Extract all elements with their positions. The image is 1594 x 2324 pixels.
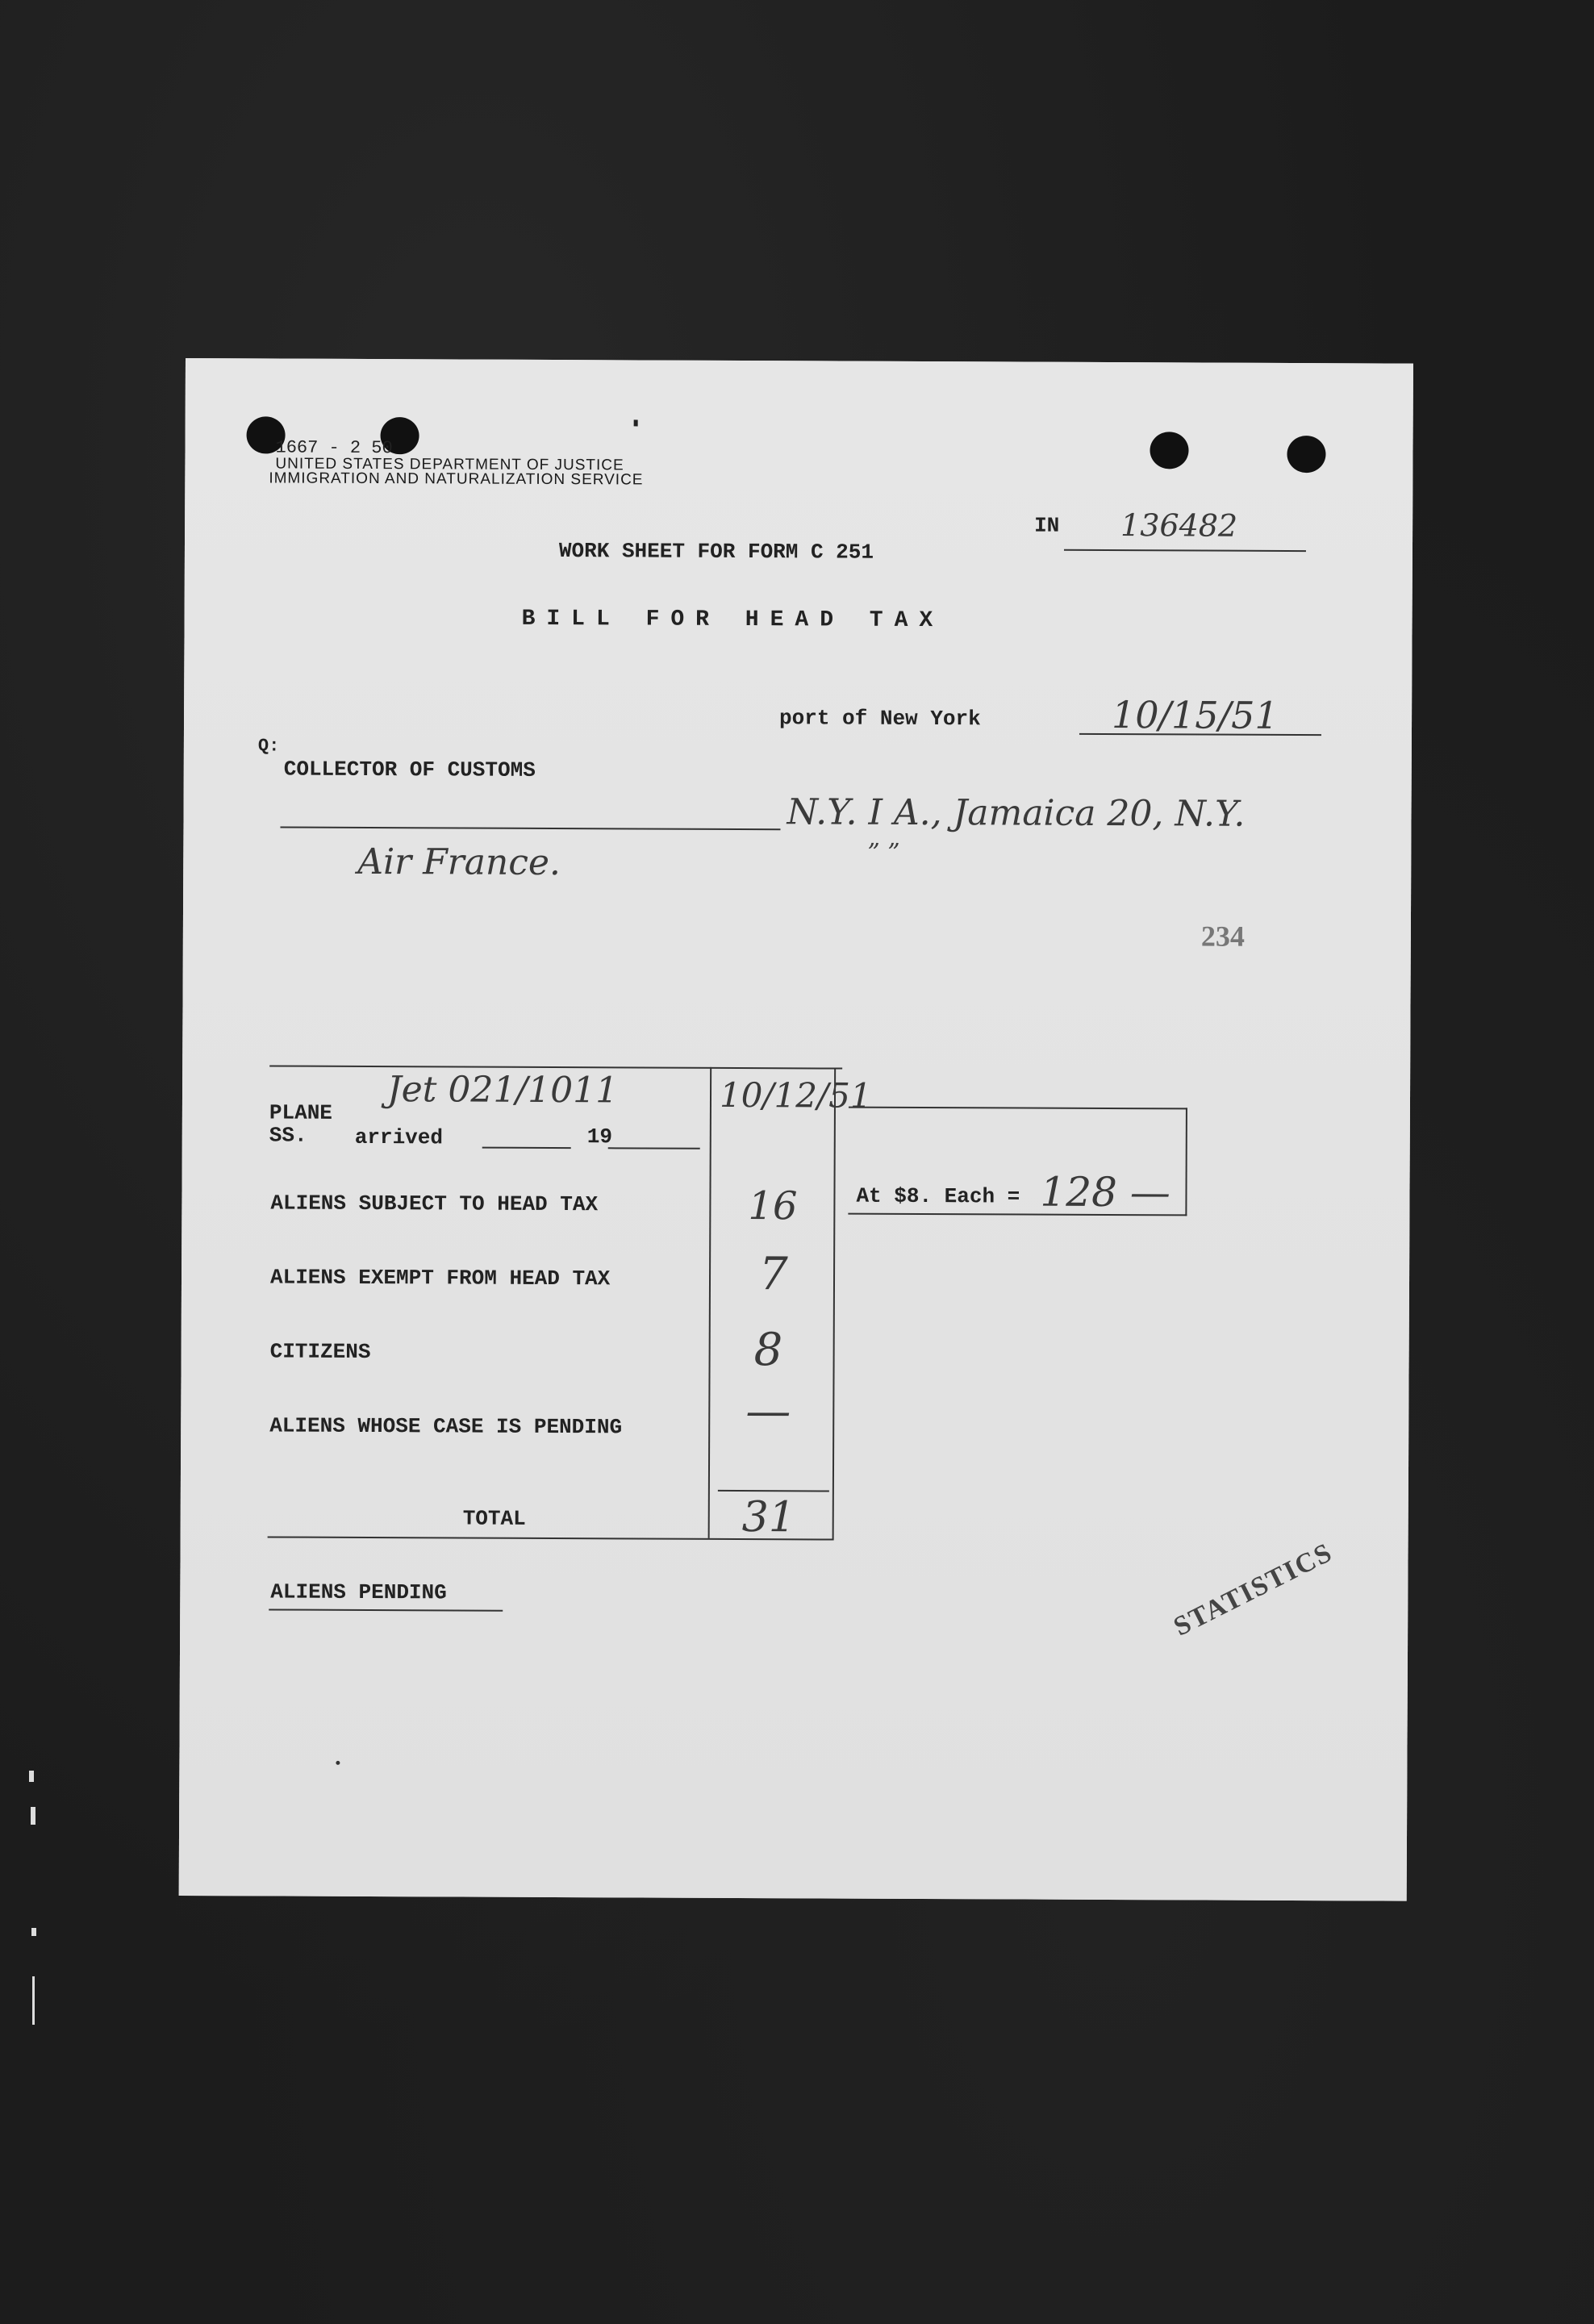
total-separator	[718, 1490, 829, 1492]
arrived-label: arrived	[354, 1124, 444, 1150]
table-divider	[708, 1067, 712, 1538]
agency-name: UNITED STATES DEPARTMENT OF JUSTICE	[275, 455, 624, 474]
row-value-subject: 16	[748, 1183, 798, 1229]
scan-edge-mark	[31, 1928, 36, 1936]
statistics-stamp: STATISTICS	[1169, 1537, 1338, 1642]
in-number-value: 136482	[1120, 507, 1238, 544]
form-code: 1667 - 2 50	[275, 437, 393, 459]
year-prefix: 19	[586, 1124, 613, 1149]
in-number-underline	[1064, 549, 1306, 552]
flight-number: Jet 021/1011	[386, 1069, 619, 1112]
worksheet-title: WORK SHEET FOR FORM C 251	[558, 539, 874, 565]
in-label: IN	[1034, 513, 1060, 538]
rate-box-top	[849, 1107, 1187, 1110]
page-number: 234	[1200, 920, 1245, 953]
aliens-pending-label: ALIENS PENDING	[270, 1579, 447, 1605]
punch-hole	[1150, 432, 1188, 469]
arrival-date: 10/12/51	[719, 1074, 872, 1116]
speck	[336, 1761, 340, 1765]
to-label: Q:	[257, 736, 280, 757]
row-label-subject: ALIENS SUBJECT TO HEAD TAX	[270, 1191, 599, 1217]
rate-amount: 128 —	[1040, 1168, 1170, 1216]
total-value: 31	[741, 1493, 796, 1542]
scan-edge-mark	[29, 1771, 34, 1782]
port-label: port of New York	[778, 706, 981, 732]
total-label: TOTAL	[462, 1506, 526, 1531]
arrived-underline	[482, 1147, 571, 1149]
scan-edge-mark	[32, 1976, 35, 2025]
aliens-pending-underline	[269, 1608, 503, 1611]
punch-hole	[1287, 436, 1325, 473]
carrier-name: Air France.	[357, 841, 561, 884]
bill-title: BILL FOR HEAD TAX	[521, 606, 945, 634]
plane-label: PLANE	[269, 1100, 332, 1125]
collector-label: COLLECTOR OF CUSTOMS	[283, 757, 536, 782]
table-top-border	[269, 1065, 842, 1069]
rate-label: At $8. Each =	[856, 1183, 1020, 1209]
collector-location: N.Y. I A., Jamaica 20, N.Y.	[787, 791, 1246, 835]
service-name: IMMIGRATION AND NATURALIZATION SERVICE	[269, 469, 644, 489]
ditto-marks: ” ”	[867, 838, 900, 867]
ss-label: SS.	[269, 1123, 307, 1148]
document-sheet	[179, 358, 1413, 1901]
speck	[634, 419, 638, 426]
row-value-pending: —	[745, 1385, 791, 1438]
port-date: 10/15/51	[1111, 693, 1279, 737]
row-label-pending: ALIENS WHOSE CASE IS PENDING	[269, 1413, 623, 1440]
rate-box-right	[1185, 1108, 1187, 1216]
row-label-citizens: CITIZENS	[269, 1339, 371, 1365]
row-label-exempt: ALIENS EXEMPT FROM HEAD TAX	[269, 1265, 611, 1291]
year-underline	[608, 1147, 700, 1149]
collector-underline	[280, 827, 780, 831]
scan-edge-mark	[31, 1807, 35, 1825]
row-value-citizens: 8	[753, 1324, 783, 1377]
table-right-border	[832, 1068, 837, 1539]
row-value-exempt: 7	[758, 1248, 788, 1301]
